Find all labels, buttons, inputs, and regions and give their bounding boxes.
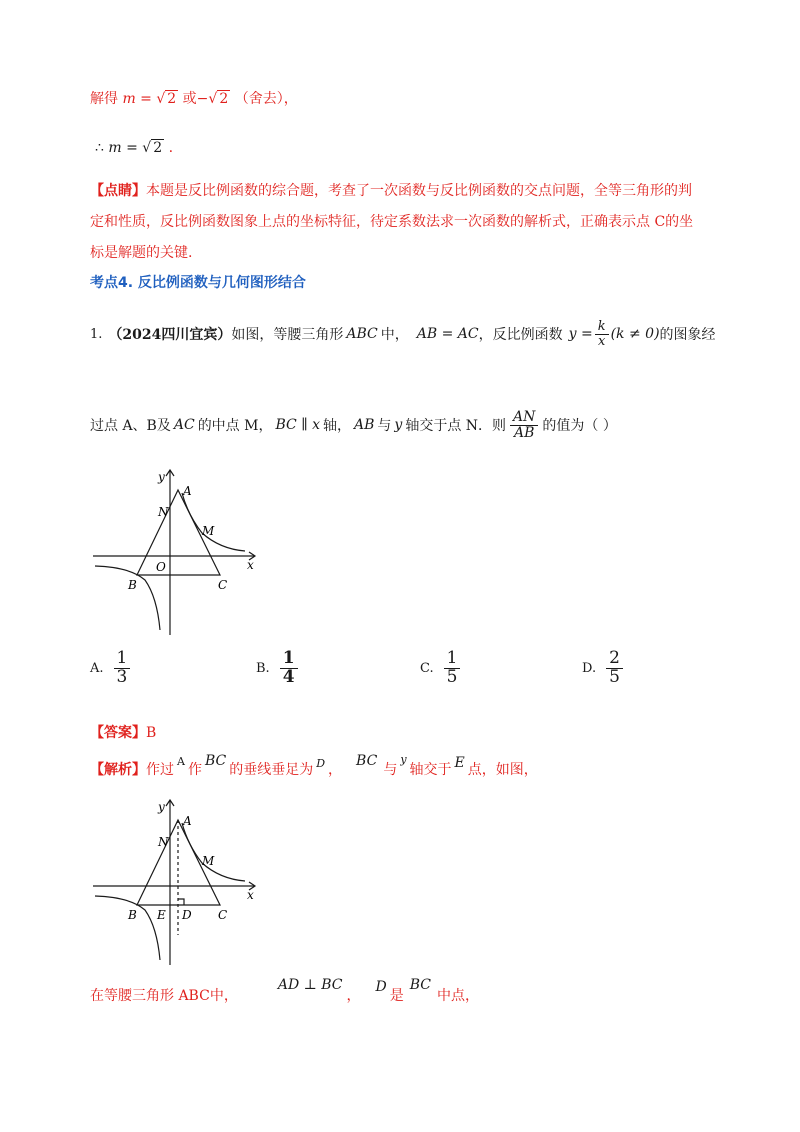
label-a: A — [183, 814, 192, 828]
label-c: C — [218, 578, 228, 592]
option-letter: D. — [582, 660, 597, 676]
option-num: 1 — [280, 650, 298, 669]
func-num: k — [595, 320, 609, 335]
text: 轴， — [323, 418, 352, 434]
option-fraction — [114, 650, 131, 687]
analysis-label: 【解析】 — [90, 762, 146, 778]
option-letter: A. — [90, 660, 104, 676]
right-angle-mark — [178, 899, 184, 905]
period: . — [168, 140, 174, 156]
math-bc: BC — [409, 977, 431, 993]
text: 如图，等腰三角形 — [231, 327, 344, 343]
text: 作过 — [146, 762, 174, 778]
hyperbola-branch-1 — [182, 493, 245, 551]
ratio-fraction — [510, 410, 538, 440]
text: 中点， — [437, 988, 479, 1004]
dianjing-line-1 — [90, 180, 692, 200]
text: 与 — [377, 418, 392, 434]
option-num: 2 — [606, 650, 623, 669]
minus: − — [196, 91, 209, 107]
math-m: m — [108, 140, 122, 156]
func-condition: (k ≠ 0) — [610, 326, 660, 342]
text: 的中点 M， — [197, 418, 273, 434]
math-d: D — [375, 979, 387, 995]
text: 在等腰三角形 ABC中， — [90, 988, 238, 1004]
math-ab: AB — [354, 417, 375, 433]
text: 的垂线垂足为 — [229, 762, 314, 778]
note: （舍去） — [234, 91, 284, 107]
option-den: 4 — [282, 666, 295, 687]
math-ab-eq-ac: AB = AC — [416, 326, 479, 342]
text: 中， — [380, 327, 409, 343]
text: 的值为（ ） — [542, 418, 617, 434]
dianjing-line-2: 定和性质，反比例函数图象上点的坐标特征，待定系数法求一次函数的解析式，正确表示点 C的坐 — [90, 214, 694, 230]
last-line — [90, 977, 479, 1010]
punct: ， — [283, 91, 298, 107]
option-b[interactable] — [256, 650, 298, 687]
option-fraction — [606, 650, 623, 687]
sqrt-2: √ 2 — [142, 140, 163, 156]
text: 点，如图， — [467, 762, 538, 778]
hyperbola-branch-1 — [182, 823, 245, 881]
option-a[interactable] — [90, 650, 130, 687]
option-fraction — [444, 650, 461, 687]
label-b: B — [128, 908, 137, 922]
func-fraction — [595, 320, 609, 348]
equals: = — [121, 140, 143, 156]
math-ac: AC — [173, 417, 195, 433]
text: ， — [346, 988, 361, 1004]
option-num: 1 — [444, 650, 461, 669]
math-bc: BC — [204, 753, 227, 769]
label-c: C — [218, 908, 228, 922]
radicand: 2 — [219, 91, 229, 107]
math-y: y — [394, 417, 403, 433]
answer-line — [90, 722, 156, 742]
analysis-line — [90, 752, 538, 783]
label-y: y — [158, 800, 165, 814]
solution-line-1 — [90, 88, 298, 108]
text: 过点 A、B及 — [90, 418, 171, 434]
ratio-num: AN — [510, 410, 538, 426]
figure-1 — [90, 465, 265, 640]
option-den: 5 — [446, 666, 458, 687]
math-bc: BC — [356, 753, 378, 769]
math-e: E — [454, 755, 465, 771]
label-d: D — [182, 908, 192, 922]
math-d: D — [316, 756, 326, 770]
text: 解得 — [90, 91, 118, 107]
therefore-symbol: ∴ — [95, 140, 104, 156]
question-number: 1. — [90, 326, 103, 342]
func-den: x — [597, 333, 606, 349]
label-b: B — [128, 578, 137, 592]
text: ， — [328, 762, 343, 778]
text: 与 — [383, 762, 398, 778]
equals: = — [135, 91, 157, 107]
option-den: 3 — [116, 666, 128, 687]
sqrt-2-neg: √ 2 — [208, 91, 229, 107]
section-title: 考点4. 反比例函数与几何图形结合 — [90, 275, 306, 291]
label-a: A — [183, 484, 192, 498]
label-x: x — [247, 888, 254, 902]
sqrt-2: √ 2 — [156, 91, 177, 107]
math-m: m — [122, 91, 136, 107]
math-abc: ABC — [346, 326, 378, 342]
label-x: x — [247, 558, 254, 572]
question-line-2 — [90, 400, 617, 450]
dianjing-text: 本题是反比例函数的综合题，考查了一次函数与反比例函数的交点问题，全等三角形的判 — [146, 183, 692, 199]
therefore-line — [95, 140, 173, 156]
label-e: E — [157, 908, 166, 922]
text: 的图象经 — [659, 327, 716, 343]
text: 轴交于点 N．则 — [405, 418, 507, 434]
dianjing-label: 【点睛】 — [90, 183, 146, 199]
option-letter: B. — [256, 660, 270, 676]
math-a: A — [177, 754, 185, 768]
label-n: N — [158, 505, 169, 519]
label-m: M — [202, 854, 215, 868]
math-bc-parallel: BC ∥ x — [275, 417, 321, 433]
answer-label: 【答案】 — [90, 725, 146, 741]
option-letter: C. — [420, 660, 434, 676]
option-fraction — [280, 650, 298, 687]
radicand: 2 — [167, 91, 177, 107]
text: 作 — [187, 762, 202, 778]
math-y: y — [400, 752, 407, 766]
radicand: 2 — [153, 140, 163, 156]
question-source: （2024四川宜宾） — [108, 327, 232, 343]
label-m: M — [202, 524, 215, 538]
figure-2 — [90, 795, 265, 970]
text: 轴交于 — [409, 762, 452, 778]
label-n: N — [158, 835, 169, 849]
option-d[interactable] — [582, 650, 623, 687]
text: ，反比例函数 — [478, 327, 563, 343]
option-den: 5 — [609, 666, 620, 687]
math-ad-perp-bc: AD ⊥ BC — [277, 977, 343, 993]
option-num: 1 — [114, 650, 131, 669]
option-c[interactable] — [420, 650, 460, 687]
question-line-1 — [90, 310, 716, 358]
dianjing-line-3: 标是解题的关键. — [90, 245, 193, 261]
func-y: y = — [568, 326, 593, 342]
text: 是 — [389, 988, 404, 1004]
label-y: y — [158, 470, 165, 484]
label-o: O — [156, 560, 166, 574]
ratio-den: AB — [514, 424, 535, 441]
answer-value: B — [146, 725, 157, 741]
text-or: 或 — [182, 91, 197, 107]
